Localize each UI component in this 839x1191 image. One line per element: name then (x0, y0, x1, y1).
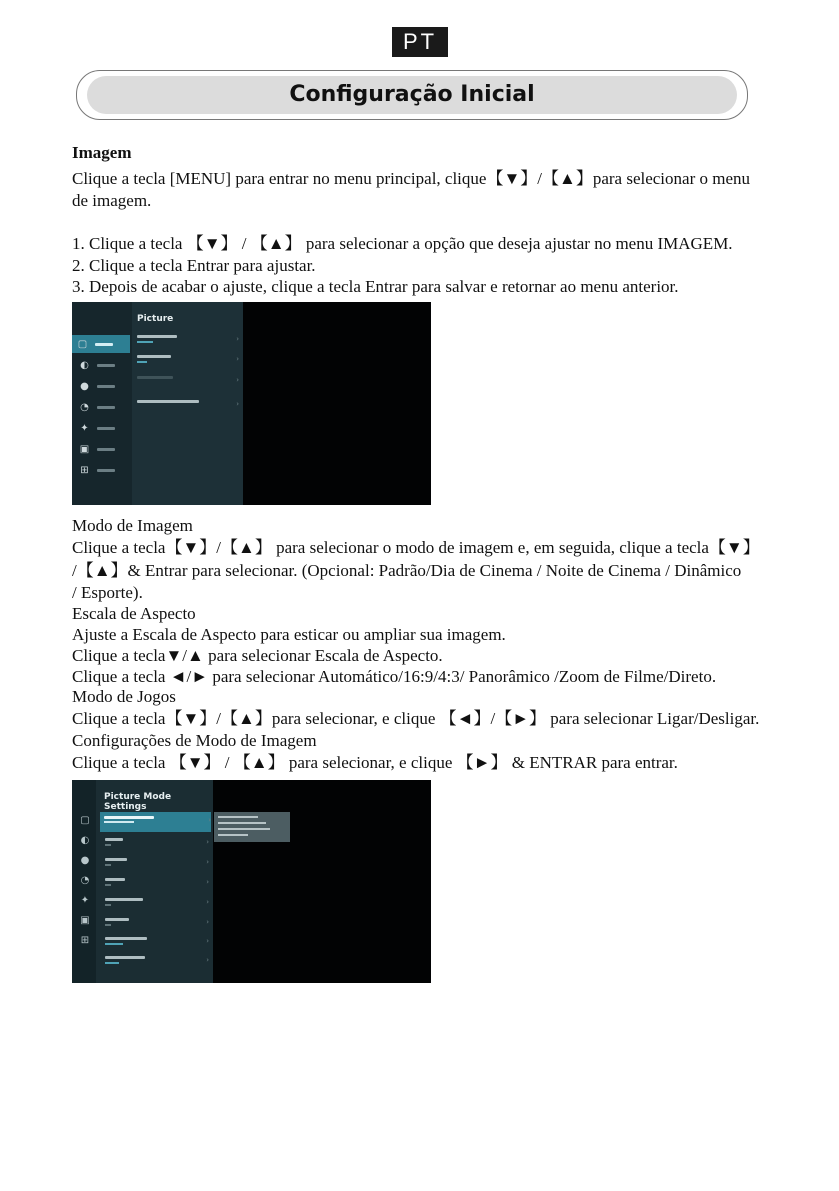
intro-line-1: Clique a tecla [MENU] para entrar no menu principal, clique【▼】/【▲】para selecionar o menu (72, 169, 750, 188)
tv-panel-title: Picture (137, 314, 174, 324)
modo-imagem-line-2: /【▲】& Entrar para selecionar. (Opcional: Padrão/Dia de Cinema / Noite de Cinema / Dinâmico (72, 561, 742, 580)
tv-row-noise-reduction: › (105, 956, 209, 972)
step-3: 3. Depois de acabar o ajuste, clique a tecla Entrar para salvar e retornar ao menu anterior. (72, 277, 679, 296)
sound-icon: ◐ (80, 359, 89, 371)
picture-icon: ▢ (77, 338, 88, 350)
support-icon: ⊞ (80, 464, 89, 476)
modo-imagem-heading: Modo de Imagem (72, 516, 193, 535)
tv-sidebar-item-accessibility (74, 419, 130, 437)
tv-row-contrast: › (105, 878, 209, 894)
config-modo-imagem-line-1: Clique a tecla 【▼】 / 【▲】 para selecionar, e clique 【►】 & ENTRAR para entrar. (72, 753, 678, 772)
system-icon: ▣ (79, 443, 90, 455)
tv-row-disabled: › (137, 376, 239, 392)
tv-sidebar-item-system (74, 440, 130, 458)
modo-imagem-line-1: Clique a tecla【▼】/【▲】 para selecionar o modo de imagem e, em seguida, clique a tecla【▼】 (72, 538, 760, 557)
picture-icon: ▢ (80, 815, 90, 826)
language-tag: PT (392, 27, 448, 57)
accessibility-icon: ✦ (80, 895, 90, 906)
escala-aspecto-heading: Escala de Aspecto (72, 604, 196, 623)
modo-jogos-heading: Modo de Jogos (72, 687, 176, 706)
tv-row-brightness: › (105, 858, 209, 874)
picture-mode-settings-screenshot (72, 780, 431, 983)
escala-aspecto-line-1: Ajuste a Escala de Aspecto para esticar ou ampliar sua imagem. (72, 625, 506, 644)
tv-picture-panel (132, 302, 243, 505)
channel-icon: ◔ (80, 875, 90, 886)
escala-aspecto-line-2: Clique a tecla▼/▲ para selecionar Escala de Aspecto. (72, 646, 443, 665)
tv-sidebar-item-picture (72, 335, 130, 353)
accessibility-icon: ✦ (80, 422, 89, 434)
tv-row-backlight: › (105, 838, 209, 854)
tv-sidebar-item-support (74, 461, 130, 479)
tv-sidebar-item-sound (74, 356, 130, 374)
tv-row-picture-mode: › (137, 335, 239, 351)
tv-sidebar-item-network (74, 377, 130, 395)
modo-jogos-line-1: Clique a tecla【▼】/【▲】para selecionar, e clique 【◄】/【►】 para selecionar Ligar/Desligar. (72, 709, 760, 728)
picture-menu-screenshot (72, 302, 431, 505)
sound-icon: ◐ (80, 835, 90, 846)
support-icon: ⊞ (80, 935, 90, 946)
tv-row-aspect-ratio: › (137, 355, 239, 371)
tv-row-apply-settings: › (100, 812, 211, 832)
step-2: 2. Clique a tecla Entrar para ajustar. (72, 256, 316, 275)
network-icon: ● (80, 855, 90, 866)
tv-panel-title: Picture Mode Settings (104, 792, 172, 812)
step-1: 1. Clique a tecla 【▼】 / 【▲】 para selecionar a opção que deseja ajustar no menu IMAGEM. (72, 234, 733, 253)
section-title-frame (76, 70, 748, 120)
tv-row-color-saturation: › (105, 898, 209, 914)
tv-row-sharpness: › (105, 918, 209, 934)
config-modo-imagem-heading: Configurações de Modo de Imagem (72, 731, 317, 750)
page-title: Configuração Inicial (87, 76, 737, 114)
network-icon: ● (80, 380, 89, 392)
tv-row-picture-mode-settings: › (137, 400, 239, 416)
tv-picture-mode-panel (96, 780, 213, 983)
section-heading-imagem: Imagem (72, 143, 132, 162)
tv-sidebar-collapsed (72, 780, 96, 983)
escala-aspecto-line-3: Clique a tecla ◄/► para selecionar Automático/16:9/4:3/ Panorâmico /Zoom de Filme/Direto. (72, 667, 717, 686)
modo-imagem-line-3: / Esporte). (72, 583, 143, 602)
tv-sidebar (72, 302, 132, 505)
tv-tooltip-box (214, 812, 290, 842)
system-icon: ▣ (80, 915, 90, 926)
channel-icon: ◔ (80, 401, 89, 413)
tv-row-adaptive-contrast: › (105, 937, 209, 953)
intro-line-2: de imagem. (72, 191, 152, 210)
tv-sidebar-item-channel (74, 398, 130, 416)
